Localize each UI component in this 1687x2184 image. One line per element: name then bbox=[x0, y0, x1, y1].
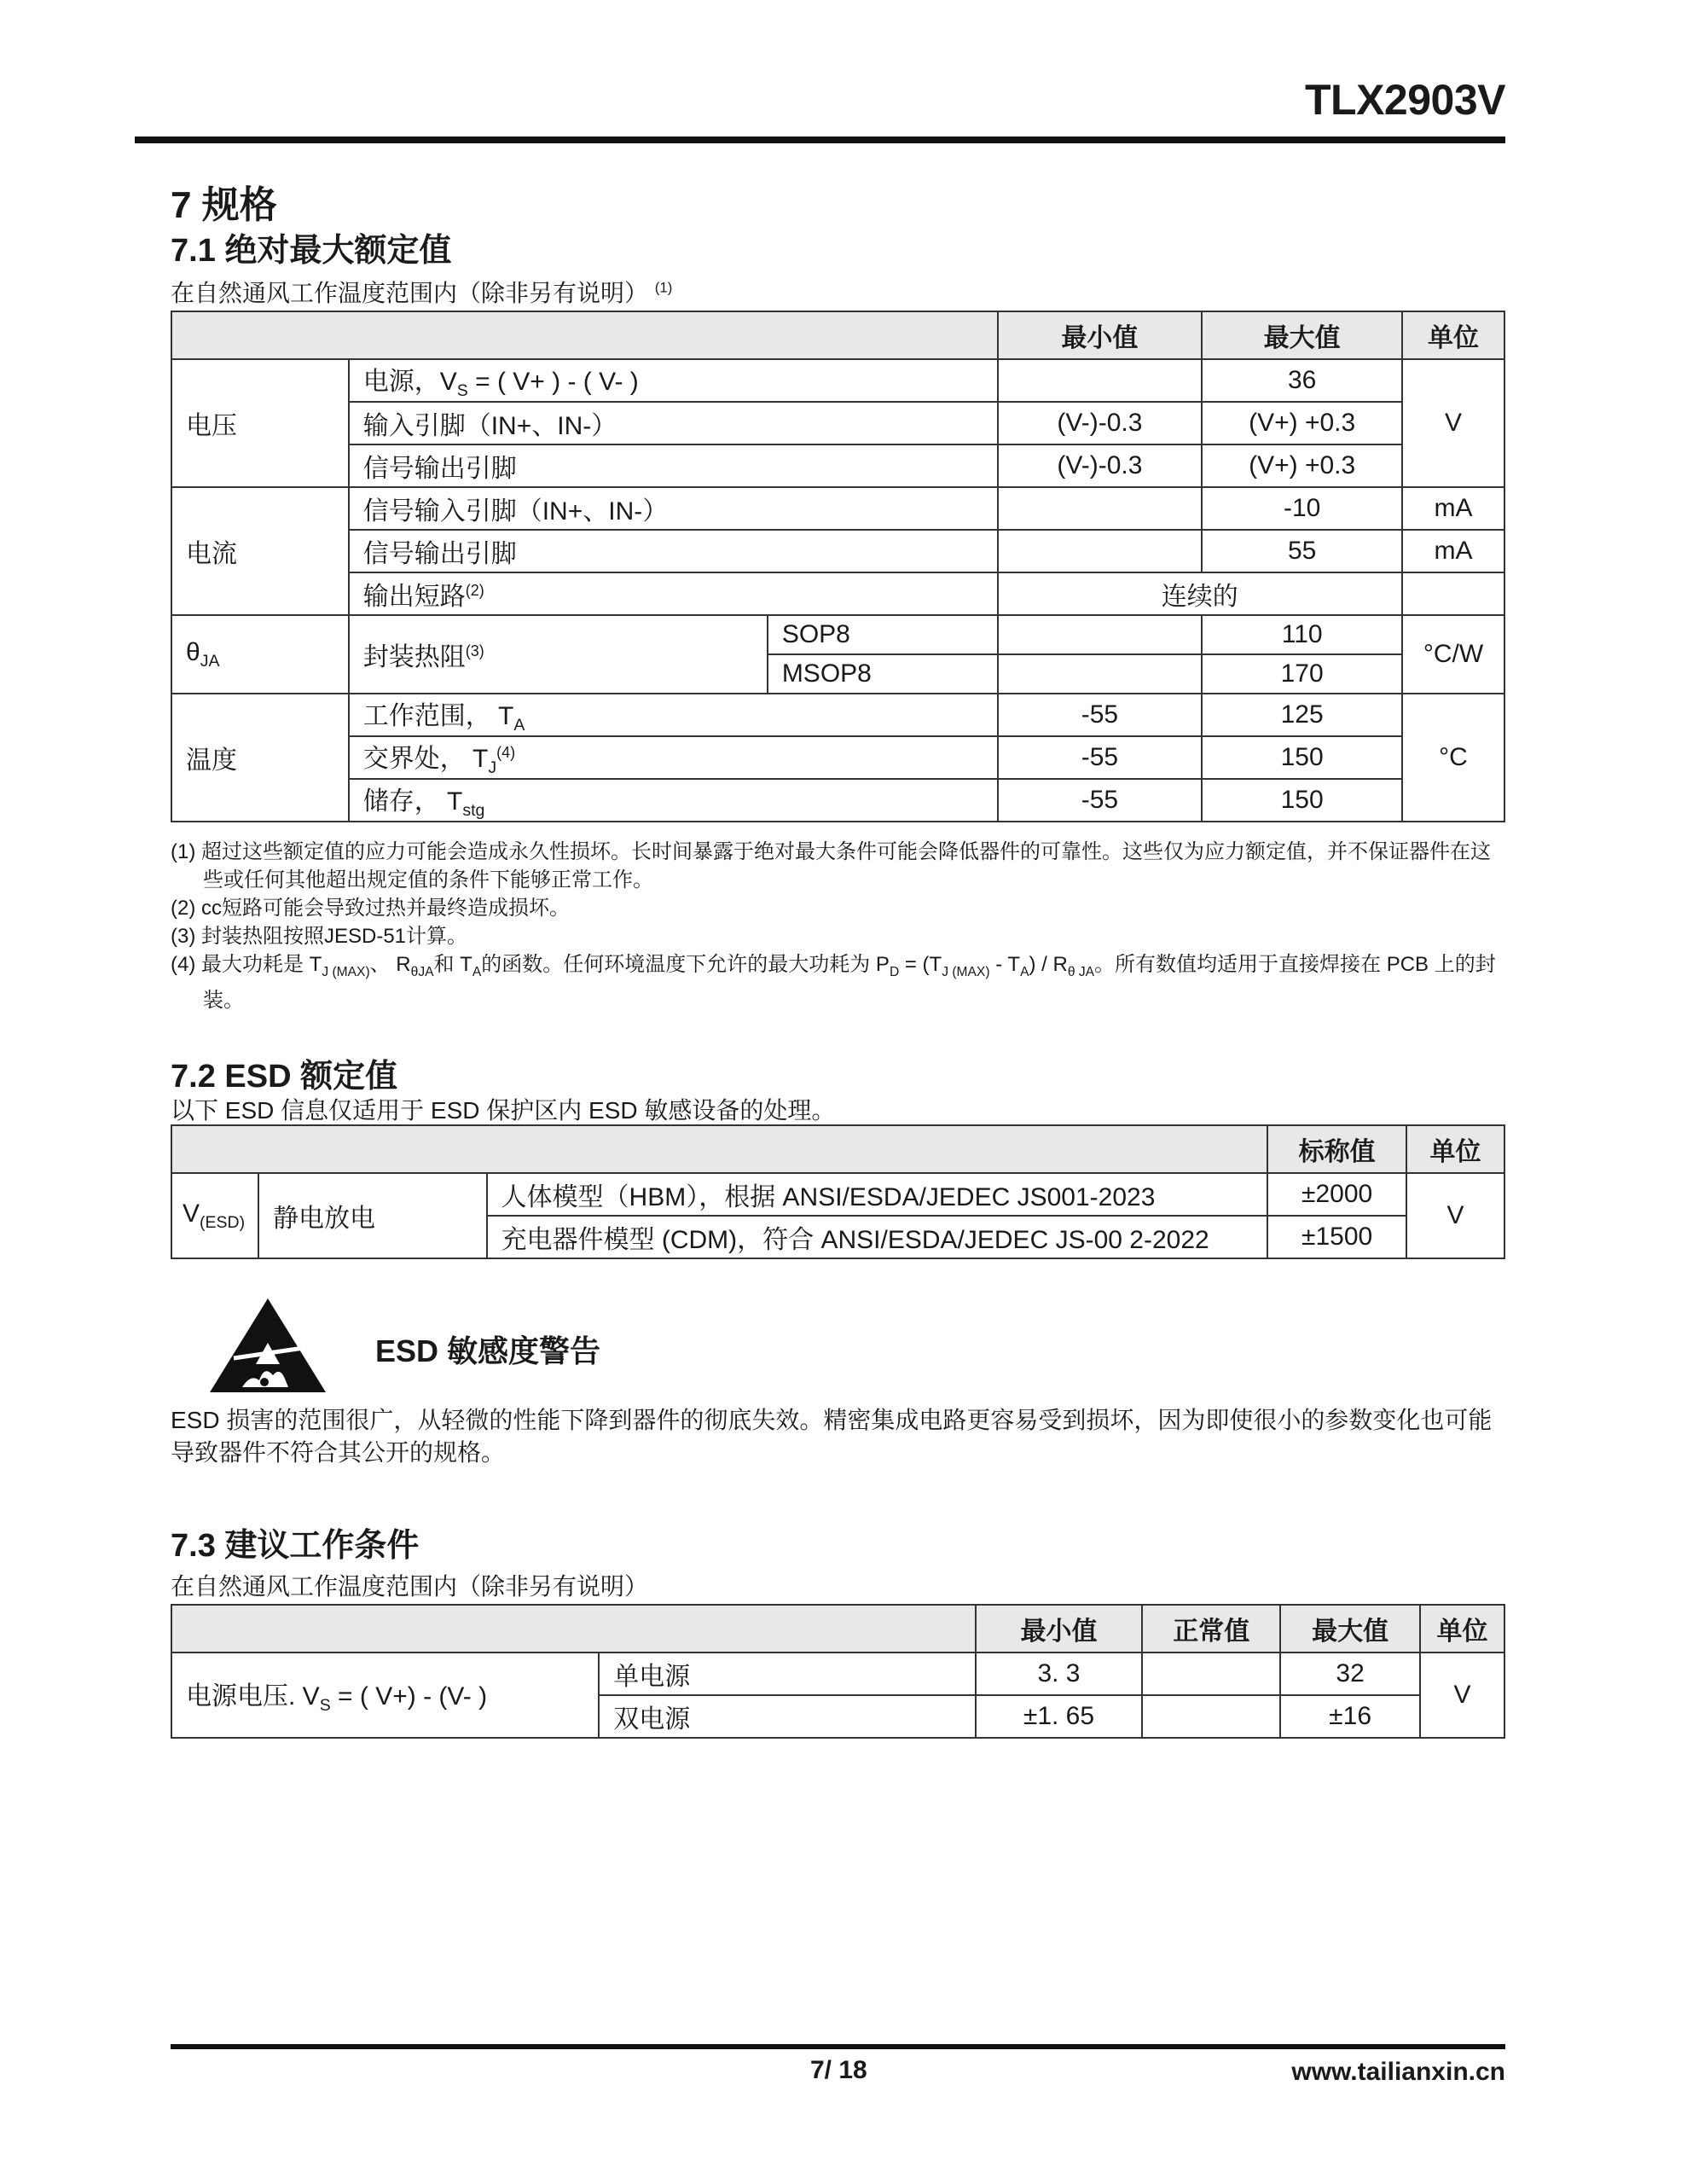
msop8-max: 170 bbox=[1202, 654, 1402, 694]
voltage-unit: V bbox=[1402, 359, 1504, 487]
storage-min: -55 bbox=[998, 779, 1203, 822]
header-unit: 单位 bbox=[1402, 311, 1504, 359]
table-row bbox=[171, 1173, 1504, 1216]
table-header-row bbox=[171, 1125, 1504, 1173]
current-output-unit: mA bbox=[1402, 530, 1504, 572]
dual-supply-label: 双电源 bbox=[599, 1695, 975, 1738]
single-supply-min: 3. 3 bbox=[976, 1653, 1143, 1695]
theta-ja-label: $\theta_{JA}$ bbox=[171, 615, 349, 694]
footnote-4: (4) 最大功耗是 $T_{J (MAX)}$、 $R_{\theta JA}$和 $T_A$的函数。任何环境温度下允许的最大功耗为 $P_D = (T_{J (MAX)} - T_A) / R_{\theta JA}$。所有数值均适用于直接焊接在 PCB 上的封装。 bbox=[171, 953, 1496, 1012]
op-range-max: 125 bbox=[1202, 694, 1402, 736]
page-number: 7/ 18 bbox=[810, 2056, 867, 2084]
intro-7-3: 在自然通风工作温度范围内（除非另有说明） bbox=[171, 1573, 649, 1600]
header-unit: 单位 bbox=[1406, 1125, 1504, 1173]
footnotes-7-1 bbox=[171, 838, 1505, 1014]
table-row bbox=[171, 1653, 1504, 1695]
single-supply-typ bbox=[1142, 1653, 1280, 1695]
output-pin-label: 信号输出引脚 bbox=[349, 444, 998, 487]
single-supply-label: 单电源 bbox=[599, 1653, 975, 1695]
table-row bbox=[171, 487, 1504, 530]
table-row bbox=[171, 530, 1504, 572]
current-output-max: 55 bbox=[1202, 530, 1402, 572]
table-row bbox=[171, 359, 1504, 402]
header-typ: 正常值 bbox=[1142, 1605, 1280, 1653]
cdm-label: 充电器件模型 (CDM)，符合 ANSI/ESDA/JEDEC JS-00 2-2022 bbox=[487, 1216, 1268, 1258]
current-input-min bbox=[998, 487, 1203, 530]
short-circuit-unit bbox=[1402, 572, 1504, 615]
thermal-param: 封装热阻$^{(3)}$ bbox=[349, 615, 768, 694]
input-pin-label: 输入引脚（IN+、IN-） bbox=[349, 402, 998, 444]
footer-website: www.tailianxin.cn bbox=[1291, 2058, 1505, 2086]
storage-max: 150 bbox=[1202, 779, 1402, 822]
dual-supply-max: ±16 bbox=[1280, 1695, 1420, 1738]
supply-max: 36 bbox=[1202, 359, 1402, 402]
input-pin-min: (V-)-0.3 bbox=[998, 402, 1203, 444]
table-header-row bbox=[171, 1605, 1504, 1653]
table-row bbox=[171, 402, 1504, 444]
header-nominal: 标称值 bbox=[1267, 1125, 1406, 1173]
table-row bbox=[171, 694, 1504, 736]
cdm-value: ±1500 bbox=[1267, 1216, 1406, 1258]
pkg-sop8: SOP8 bbox=[768, 615, 998, 654]
header-min: 最小值 bbox=[976, 1605, 1143, 1653]
footnote-2: (2) cc短路可能会导致过热并最终造成损坏。 bbox=[171, 897, 570, 920]
header-max: 最大值 bbox=[1280, 1605, 1420, 1653]
temperature-unit: °C bbox=[1402, 694, 1504, 822]
msop8-min bbox=[998, 654, 1203, 694]
esd-warning-icon bbox=[208, 1298, 328, 1394]
table-row bbox=[171, 779, 1504, 822]
header-rule bbox=[135, 136, 1505, 143]
part-number: TLX2903V bbox=[1304, 76, 1505, 124]
current-input-label: 信号输入引脚（IN+、IN-） bbox=[349, 487, 998, 530]
junction-label: 交界处， $T_J^{(4)}$ bbox=[349, 736, 998, 779]
header-blank bbox=[171, 1125, 1267, 1173]
junction-max: 150 bbox=[1202, 736, 1402, 779]
header-max: 最大值 bbox=[1202, 311, 1402, 359]
intro-7-2: 以下 ESD 信息仅适用于 ESD 保护区内 ESD 敏感设备的处理。 bbox=[171, 1097, 836, 1124]
current-output-label: 信号输出引脚 bbox=[349, 530, 998, 572]
input-pin-max: (V+) +0.3 bbox=[1202, 402, 1402, 444]
junction-min: -55 bbox=[998, 736, 1203, 779]
op-range-min: -55 bbox=[998, 694, 1203, 736]
output-pin-max: (V+) +0.3 bbox=[1202, 444, 1402, 487]
hbm-value: ±2000 bbox=[1267, 1173, 1406, 1216]
hbm-label: 人体模型（HBM），根据 ANSI/ESDA/JEDEC JS001-2023 bbox=[487, 1173, 1268, 1216]
footer-rule bbox=[171, 2044, 1505, 2049]
short-circuit-value: 连续的 bbox=[998, 572, 1402, 615]
supply-voltage-label: 电源电压. $V_S$ = ( V+) - (V- ) bbox=[171, 1653, 599, 1738]
header-min: 最小值 bbox=[998, 311, 1203, 359]
single-supply-max: 32 bbox=[1280, 1653, 1420, 1695]
header-blank bbox=[171, 311, 998, 359]
section-title: 7 规格 bbox=[171, 184, 277, 226]
output-pin-min: (V-)-0.3 bbox=[998, 444, 1203, 487]
footnote-3: (3) 封装热阻按照JESD-51计算。 bbox=[171, 925, 468, 948]
esd-param: 静电放电 bbox=[258, 1173, 487, 1258]
intro-7-1: 在自然通风工作温度范围内（除非另有说明） $^{(1)}$ bbox=[171, 279, 673, 306]
table-row bbox=[171, 736, 1504, 779]
op-range-label: 工作范围， $T_A$ bbox=[349, 694, 998, 736]
esd-table bbox=[171, 1124, 1505, 1259]
esd-symbol: $V_{(ESD)}$ bbox=[171, 1173, 258, 1258]
supply-min bbox=[998, 359, 1203, 402]
subsection-title-7-1: 7.1 绝对最大额定值 bbox=[171, 233, 452, 269]
table-header-row bbox=[171, 311, 1504, 359]
subsection-title-7-3: 7.3 建议工作条件 bbox=[171, 1528, 420, 1564]
voltage-label: 电压 bbox=[171, 359, 349, 487]
thermal-unit: °C/W bbox=[1402, 615, 1504, 694]
dual-supply-min: ±1. 65 bbox=[976, 1695, 1143, 1738]
pkg-msop8: MSOP8 bbox=[768, 654, 998, 694]
footnote-1: (1) 超过这些额定值的应力可能会造成永久性损坏。长时间暴露于绝对最大条件可能会降低器件的可靠性。这些仅为应力额定值，并不保证器件在这些或任何其他超出规定值的条件下能够正常工作。 bbox=[171, 840, 1491, 892]
abs-max-table bbox=[171, 311, 1505, 822]
esd-unit: V bbox=[1406, 1173, 1504, 1258]
header-blank bbox=[171, 1605, 976, 1653]
table-row bbox=[171, 615, 1504, 654]
current-input-max: -10 bbox=[1202, 487, 1402, 530]
sop8-min bbox=[998, 615, 1203, 654]
temperature-label: 温度 bbox=[171, 694, 349, 822]
table-row bbox=[171, 572, 1504, 615]
current-output-min bbox=[998, 530, 1203, 572]
sop8-max: 110 bbox=[1202, 615, 1402, 654]
current-label: 电流 bbox=[171, 487, 349, 615]
header-unit: 单位 bbox=[1420, 1605, 1504, 1653]
storage-label: 储存， $T_{stg}$ bbox=[349, 779, 998, 822]
table-row bbox=[171, 444, 1504, 487]
recommended-conditions-table bbox=[171, 1604, 1505, 1739]
current-input-unit: mA bbox=[1402, 487, 1504, 530]
short-circuit-label: 输出短路$^{(2)}$ bbox=[349, 572, 998, 615]
subsection-title-7-2: 7.2 ESD 额定值 bbox=[171, 1059, 398, 1095]
supply-label: 电源，$V_S$ = ( V+ ) - ( V- ) bbox=[349, 359, 998, 402]
esd-warning-text: ESD 损害的范围很广，从轻微的性能下降到器件的彻底失效。精密集成电路更容易受到损坏，因为即使很小的参数变化也可能导致器件不符合其公开的规格。 bbox=[171, 1407, 1493, 1466]
esd-warning-title: ESD 敏感度警告 bbox=[375, 1333, 601, 1368]
dual-supply-typ bbox=[1142, 1695, 1280, 1738]
supply-unit: V bbox=[1420, 1653, 1504, 1738]
